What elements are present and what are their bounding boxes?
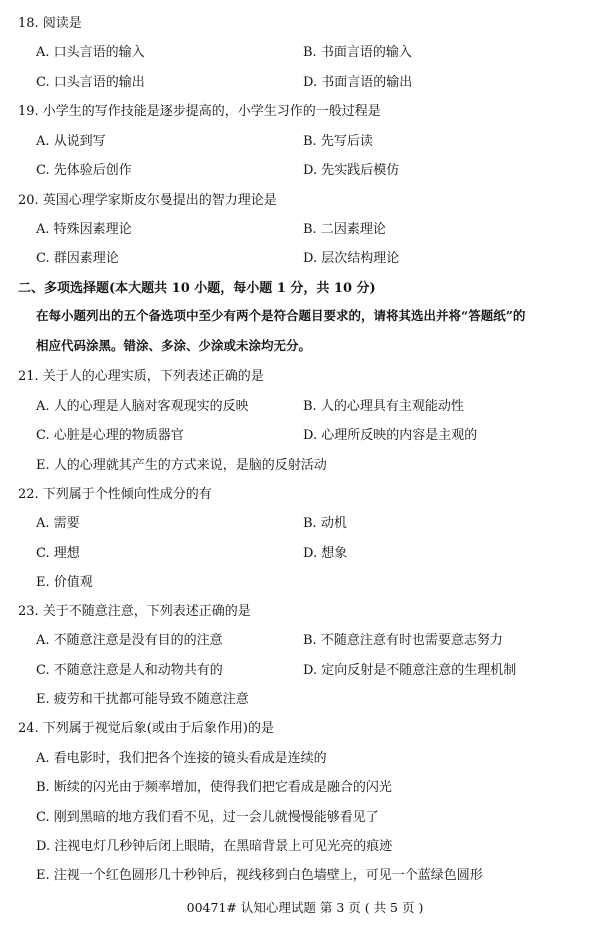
page-footer: 00471# 认知心理试题 第 3 页 ( 共 5 页 )	[186, 900, 424, 915]
question-20-option-b: B. 二因素理论	[303, 222, 386, 237]
question-23-stem: 23. 关于不随意注意，下列表述正确的是	[18, 604, 251, 619]
question-18-option-b: B. 书面言语的输入	[303, 45, 412, 60]
question-22-option-d: D. 想象	[303, 546, 348, 561]
question-22-option-e: E. 价值观	[36, 575, 93, 590]
question-21-stem: 21. 关于人的心理实质，下列表述正确的是	[18, 369, 264, 384]
question-24-stem: 24. 下列属于视觉后象(或由于后象作用)的是	[18, 721, 274, 736]
question-23-option-e: E. 疲劳和干扰都可能导致不随意注意	[36, 692, 249, 707]
question-21-option-e: E. 人的心理就其产生的方式来说，是脑的反射活动	[36, 458, 327, 473]
section-2-title: 二、多项选择题(本大题共 10 小题，每小题 1 分，共 10 分)	[18, 281, 376, 296]
question-20-option-c: C. 群因素理论	[36, 251, 119, 266]
question-23-option-a: A. 不随意注意是没有目的的注意	[36, 633, 223, 648]
question-18-option-a: A. 口头言语的输入	[36, 45, 145, 60]
section-2-instruction-line-1: 在每小题列出的五个备选项中至少有两个是符合题目要求的，请将其选出并将“答题纸”的	[36, 308, 526, 323]
question-23-option-d: D. 定向反射是不随意注意的生理机制	[303, 663, 517, 678]
question-23-option-b: B. 不随意注意有时也需要意志努力	[303, 633, 503, 648]
question-19-option-a: A. 从说到写	[36, 134, 106, 149]
question-19-option-b: B. 先写后读	[303, 134, 373, 149]
question-20-stem: 20. 英国心理学家斯皮尔曼提出的智力理论是	[18, 193, 277, 208]
question-18-option-d: D. 书面言语的输出	[303, 75, 413, 90]
question-19-option-c: C. 先体验后创作	[36, 163, 132, 178]
question-21-option-b: B. 人的心理具有主观能动性	[303, 399, 464, 414]
question-24-option-b: B. 断续的闪光由于频率增加，使得我们把它看成是融合的闪光	[36, 780, 392, 795]
question-21-option-a: A. 人的心理是人脑对客观现实的反映	[36, 399, 249, 414]
question-22-option-a: A. 需要	[36, 516, 80, 531]
question-22-option-c: C. 理想	[36, 546, 80, 561]
question-19-option-d: D. 先实践后模仿	[303, 163, 400, 178]
question-21-option-d: D. 心理所反映的内容是主观的	[303, 428, 478, 443]
question-24-option-a: A. 看电影时，我们把各个连接的镜头看成是连续的	[36, 751, 327, 766]
section-2-instruction-line-2: 相应代码涂黑。错涂、多涂、少涂或未涂均无分。	[36, 338, 312, 353]
question-21-option-c: C. 心脏是心理的物质器官	[36, 428, 184, 443]
question-18-stem: 18. 阅读是	[18, 16, 82, 31]
question-23-option-c: C. 不随意注意是人和动物共有的	[36, 663, 223, 678]
question-20-option-d: D. 层次结构理论	[303, 251, 400, 266]
question-22-option-b: B. 动机	[303, 516, 347, 531]
question-18-option-c: C. 口头言语的输出	[36, 75, 145, 90]
question-22-stem: 22. 下列属于个性倾向性成分的有	[18, 487, 212, 502]
question-24-option-c: C. 刚到黑暗的地方我们看不见，过一会儿就慢慢能够看见了	[36, 810, 379, 825]
question-24-option-e: E. 注视一个红色圆形几十秒钟后，视线移到白色墙壁上，可见一个蓝绿色圆形	[36, 868, 483, 883]
question-20-option-a: A. 特殊因素理论	[36, 222, 132, 237]
question-19-stem: 19. 小学生的写作技能是逐步提高的，小学生习作的一般过程是	[18, 104, 381, 119]
question-24-option-d: D. 注视电灯几秒钟后闭上眼睛，在黑暗背景上可见光亮的痕迹	[36, 839, 393, 854]
